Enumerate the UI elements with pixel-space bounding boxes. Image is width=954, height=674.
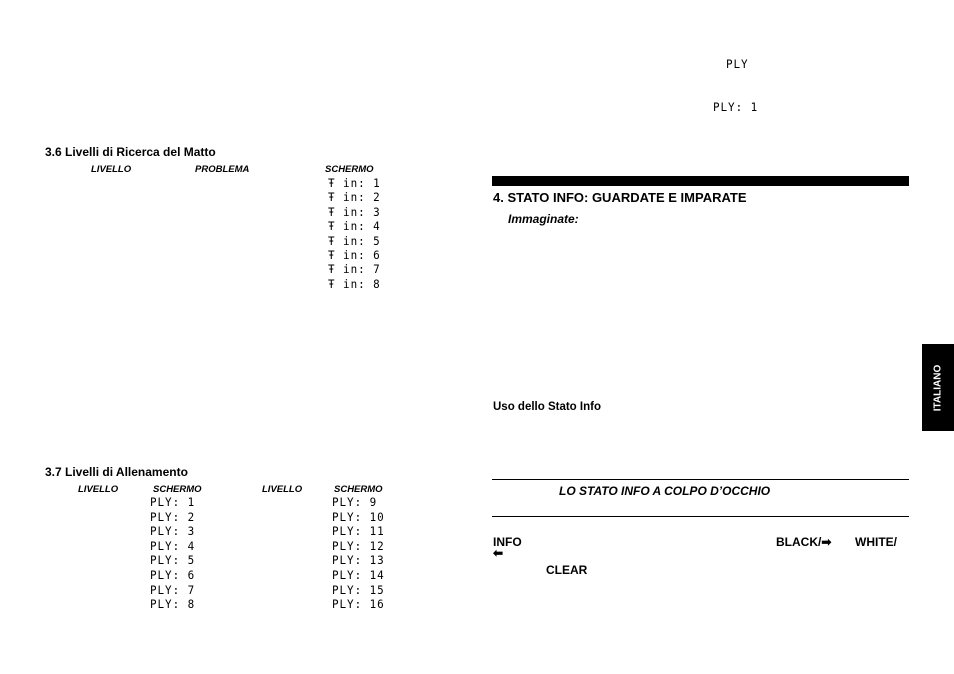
lcd-ply-1-display: PLY: 1 bbox=[713, 100, 759, 114]
lcd-screen-row: PLY: 2 bbox=[150, 509, 196, 524]
lcd-screen-row: Ŧ in: 8 bbox=[328, 276, 381, 291]
clear-key-label: CLEAR bbox=[546, 563, 588, 577]
section-4-divider-bar bbox=[492, 176, 909, 186]
lcd-screen-row: PLY: 8 bbox=[150, 597, 196, 612]
lcd-screen-row: Ŧ in: 1 bbox=[328, 176, 381, 190]
lcd-screen-row: PLY: 4 bbox=[150, 538, 196, 553]
lcd-screen-row: Ŧ in: 6 bbox=[328, 248, 381, 262]
lcd-screen-row: Ŧ in: 7 bbox=[328, 262, 381, 277]
info-key-label: INFO bbox=[493, 535, 522, 549]
header-livello-left: LIVELLO bbox=[78, 484, 119, 495]
black-key-group bbox=[776, 535, 831, 549]
arrow-left-icon: ⬅ bbox=[493, 546, 504, 560]
box-top-rule bbox=[492, 479, 909, 480]
arrow-right-icon: ➡ bbox=[821, 535, 832, 549]
black-key-label: BLACK/ bbox=[776, 535, 822, 549]
lcd-screen-row: Ŧ in: 2 bbox=[328, 190, 381, 205]
lcd-screen-row: PLY: 6 bbox=[150, 568, 196, 582]
header-livello: LIVELLO bbox=[91, 164, 132, 175]
header-schermo-left: SCHERMO bbox=[153, 484, 202, 495]
lcd-screen-row: PLY: 5 bbox=[150, 553, 196, 568]
lcd-screen-row: PLY: 15 bbox=[332, 582, 385, 597]
language-side-tab bbox=[922, 344, 954, 431]
section-4-intro: Immaginate: bbox=[508, 212, 579, 226]
lcd-screen-row: PLY: 16 bbox=[332, 597, 385, 612]
header-livello-right: LIVELLO bbox=[262, 484, 303, 495]
lcd-screen-row: PLY: 12 bbox=[332, 538, 385, 553]
info-glance-box-title: LO STATO INFO A COLPO D’OCCHIO bbox=[559, 484, 771, 498]
header-schermo: SCHERMO bbox=[325, 164, 374, 175]
lcd-screen-row: Ŧ in: 4 bbox=[328, 219, 381, 234]
header-schermo-right: SCHERMO bbox=[334, 484, 383, 495]
lcd-screen-row: PLY: 13 bbox=[332, 553, 385, 568]
mate-screens-list bbox=[328, 176, 388, 294]
lcd-screen-row: Ŧ in: 3 bbox=[328, 204, 381, 219]
info-mode-subheading: Uso dello Stato Info bbox=[493, 401, 601, 413]
language-tab-label: ITALIANO bbox=[932, 364, 944, 411]
training-screens-left bbox=[150, 495, 230, 613]
white-key-label: WHITE/ bbox=[855, 535, 897, 549]
lcd-screen-row: PLY: 9 bbox=[332, 495, 378, 509]
header-problema: PROBLEMA bbox=[195, 164, 250, 175]
lcd-screen-row: PLY: 3 bbox=[150, 524, 196, 539]
section-4-title: 4. STATO INFO: GUARDATE E IMPARATE bbox=[493, 190, 747, 205]
section-3-6-title: 3.6 Livelli di Ricerca del Matto bbox=[45, 145, 216, 159]
training-screens-right bbox=[332, 495, 412, 613]
lcd-screen-row: Ŧ in: 5 bbox=[328, 233, 381, 248]
lcd-ply-display: PLY bbox=[726, 57, 749, 71]
lcd-screen-row: PLY: 7 bbox=[150, 582, 196, 597]
lcd-screen-row: PLY: 11 bbox=[332, 524, 385, 539]
lcd-screen-row: PLY: 1 bbox=[150, 495, 196, 509]
lcd-screen-row: PLY: 14 bbox=[332, 568, 385, 582]
lcd-screen-row: PLY: 10 bbox=[332, 509, 385, 524]
section-3-7-title: 3.7 Livelli di Allenamento bbox=[45, 465, 188, 479]
box-bottom-rule bbox=[492, 516, 909, 517]
